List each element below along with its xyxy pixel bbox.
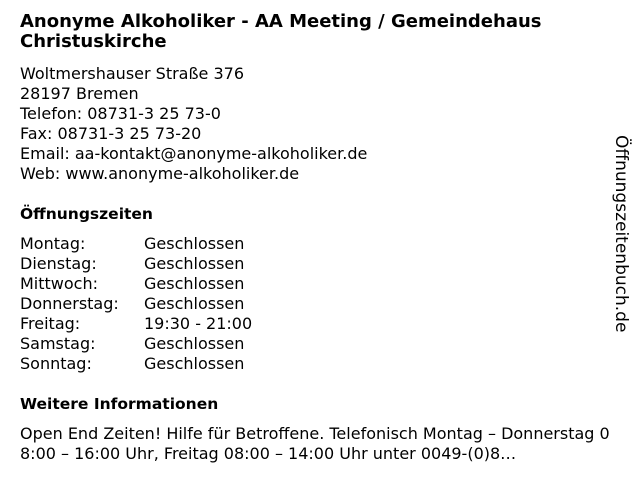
hours-row-saturday [20, 334, 620, 354]
hours-row-wednesday [20, 274, 620, 294]
hours-row-monday [20, 234, 620, 254]
listing-card [20, 12, 620, 464]
phone-number: Telefon: 08731-3 25 73-0 [20, 104, 221, 123]
day-label: Montag: [20, 234, 86, 253]
hours-row-thursday [20, 294, 620, 314]
brand-watermark: Öffnungszeitenbuch.de [611, 135, 631, 333]
day-label: Mittwoch: [20, 274, 98, 293]
postal-city: 28197 Bremen [20, 84, 139, 103]
hours-value: Geschlossen [144, 334, 245, 353]
hours-row-sunday [20, 354, 620, 374]
hours-value: Geschlossen [144, 254, 245, 273]
hours-row-friday [20, 314, 620, 334]
website-address: Web: www.anonyme-alkoholiker.de [20, 164, 300, 183]
day-label: Samstag: [20, 334, 96, 353]
email-address: Email: aa-kontakt@anonyme-alkoholiker.de [20, 144, 368, 163]
listing-title: Anonyme Alkoholiker - AA Meeting / Gemeindehaus Christuskirche [20, 11, 542, 52]
opening-hours-table [20, 234, 620, 374]
hours-value: Geschlossen [144, 274, 245, 293]
address-block [20, 64, 620, 184]
hours-value: Geschlossen [144, 234, 245, 253]
more-info-heading: Weitere Informationen [20, 395, 219, 413]
more-info-text: Open End Zeiten! Hilfe für Betroffene. Telefonisch Montag – Donnerstag 08:00 – 16:00 Uhr, Freitag 08:00 – 14:00 Uhr unter 0049-(0)8… [20, 424, 610, 463]
day-label: Sonntag: [20, 354, 92, 373]
hours-value: Geschlossen [144, 294, 245, 313]
hours-row-tuesday [20, 254, 620, 274]
hours-value: 19:30 - 21:00 [144, 314, 253, 333]
hours-value: Geschlossen [144, 354, 245, 373]
day-label: Dienstag: [20, 254, 97, 273]
day-label: Freitag: [20, 314, 81, 333]
opening-hours-heading: Öffnungszeiten [20, 205, 153, 223]
day-label: Donnerstag: [20, 294, 119, 313]
fax-number: Fax: 08731-3 25 73-20 [20, 124, 202, 143]
street-address: Woltmershauser Straße 376 [20, 64, 245, 83]
